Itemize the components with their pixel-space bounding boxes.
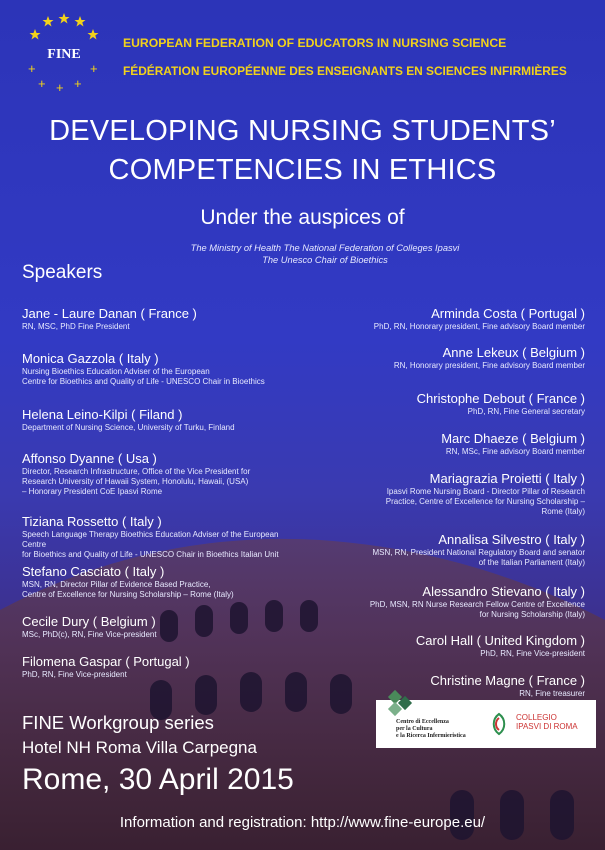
svg-text:+: + bbox=[56, 80, 64, 94]
fine-logo bbox=[18, 12, 110, 94]
speakers-heading: Speakers bbox=[22, 262, 103, 283]
speaker-desc: PhD, MSN, RN Nurse Research Fellow Centre of Excellence bbox=[369, 600, 585, 609]
svg-text:+: + bbox=[74, 76, 82, 91]
speaker-name: Tiziana Rossetto ( Italy ) bbox=[22, 514, 162, 529]
workgroup-series: FINE Workgroup series bbox=[22, 712, 214, 733]
speaker-desc: for Nursing Scholarship (Italy) bbox=[479, 610, 585, 619]
venue: Hotel NH Roma Villa Carpegna bbox=[22, 738, 257, 757]
speaker-desc: of the Italian Parliament (Italy) bbox=[478, 558, 585, 567]
speaker-desc: RN, MSc, Fine advisory Board member bbox=[445, 447, 585, 456]
speaker-desc: – Honorary President CoE Ipasvi Rome bbox=[22, 487, 163, 496]
speaker-desc: Centre of Excellence for Nursing Scholarship – Rome (Italy) bbox=[22, 590, 234, 599]
speaker-entry bbox=[325, 390, 585, 417]
speaker-desc: PhD, RN, Fine General secretary bbox=[467, 407, 585, 416]
speaker-desc: RN, MSC, PhD Fine President bbox=[22, 322, 130, 331]
speaker-desc: for Bioethics and Quality of Life - UNESCO Chair in Bioethics Italian Unit bbox=[22, 550, 279, 559]
speaker-desc: Rome (Italy) bbox=[541, 507, 585, 516]
speaker-desc: PhD, RN, Fine Vice-president bbox=[480, 649, 585, 658]
speaker-desc: RN, Fine treasurer bbox=[519, 689, 585, 698]
svg-text:FINE: FINE bbox=[47, 47, 81, 62]
speaker-desc: PhD, RN, Fine Vice-president bbox=[22, 670, 127, 679]
svg-text:+: + bbox=[90, 61, 98, 76]
speaker-desc: MSN, RN, Director Pillar of Evidence Based Practice, bbox=[22, 580, 211, 589]
speaker-entry bbox=[22, 406, 302, 433]
speaker-name: Carol Hall ( United Kingdom ) bbox=[415, 633, 585, 648]
speaker-entry bbox=[325, 672, 585, 699]
speaker-desc: MSN, RN, President National Regulatory Board and senator bbox=[372, 548, 585, 557]
speaker-name: Helena Leino-Kilpi ( Filand ) bbox=[22, 407, 183, 422]
svg-text:+: + bbox=[28, 61, 36, 76]
cer-logo-icon bbox=[382, 688, 422, 718]
speaker-entry bbox=[22, 513, 302, 560]
star-icon bbox=[30, 13, 99, 40]
speaker-desc: Speech Language Therapy Bioethics Education Adviser of the European Centre bbox=[22, 530, 279, 549]
speaker-desc: RN, Honorary president, Fine advisory Board member bbox=[393, 361, 585, 370]
speaker-entry bbox=[325, 344, 585, 371]
speaker-desc: Nursing Bioethics Education Adviser of the European bbox=[22, 367, 210, 376]
speaker-entry bbox=[325, 305, 585, 332]
speaker-name: Annalisa Silvestro ( Italy ) bbox=[438, 532, 585, 547]
speaker-entry bbox=[22, 653, 302, 680]
speaker-entry bbox=[22, 563, 302, 600]
speaker-name: Jane - Laure Danan ( France ) bbox=[22, 306, 197, 321]
speaker-desc: Ipasvi Rome Nursing Board - Director Pillar of Research bbox=[386, 487, 585, 496]
event-date: Rome, 30 April 2015 bbox=[22, 763, 294, 796]
title-line-2: COMPETENCIES IN ETHICS bbox=[108, 154, 497, 186]
speaker-entry bbox=[325, 470, 585, 517]
speaker-entry bbox=[325, 583, 585, 620]
speaker-name: Christophe Debout ( France ) bbox=[416, 391, 585, 406]
speaker-name: Cecile Dury ( Belgium ) bbox=[22, 614, 156, 629]
speaker-entry bbox=[325, 531, 585, 568]
speaker-name: Anne Lekeux ( Belgium ) bbox=[442, 345, 585, 360]
speaker-desc: MSc, PhD(c), RN, Fine Vice-president bbox=[22, 630, 157, 639]
speaker-entry bbox=[325, 632, 585, 659]
speaker-entry bbox=[22, 613, 302, 640]
speaker-name: Alessandro Stievano ( Italy ) bbox=[422, 584, 585, 599]
speaker-desc: Department of Nursing Science, University of Turku, Finland bbox=[22, 423, 235, 432]
collegio-logo-icon bbox=[486, 711, 512, 737]
partner-logos bbox=[376, 700, 596, 748]
speaker-name: Monica Gazzola ( Italy ) bbox=[22, 351, 159, 366]
speaker-name: Arminda Costa ( Portugal ) bbox=[431, 306, 585, 321]
speaker-entry bbox=[22, 305, 302, 332]
svg-text:+: + bbox=[38, 76, 46, 91]
auspices-heading: Under the auspices of bbox=[200, 206, 405, 229]
speaker-name: Mariagrazia Proietti ( Italy ) bbox=[429, 471, 585, 486]
speaker-desc: Practice, Centre of Excellence for Nursing Scholarship – bbox=[385, 497, 585, 506]
speaker-name: Filomena Gaspar ( Portugal ) bbox=[22, 654, 190, 669]
speaker-desc: Research University of Hawaii System, Honolulu, Hawaii, (USA) bbox=[22, 477, 249, 486]
title-line-1: DEVELOPING NURSING STUDENTS’ bbox=[49, 115, 556, 147]
auspices-line-1: The Ministry of Health The National Federation of Colleges Ipasvi bbox=[190, 243, 460, 253]
auspices-line-2: The Unesco Chair of Bioethics bbox=[262, 255, 388, 265]
registration-link[interactable]: Information and registration: http://www.fine-europe.eu/ bbox=[119, 814, 486, 831]
speaker-entry bbox=[22, 350, 302, 387]
speaker-entry bbox=[325, 430, 585, 457]
cer-name: Centro di Eccellenza per la Cultura e la Ricerca Infermieristica bbox=[396, 719, 466, 739]
speaker-entry bbox=[22, 450, 302, 497]
federation-name-fr: FÉDÉRATION EUROPÉENNE DES ENSEIGNANTS EN SCIENCES INFIRMIÈRES bbox=[123, 64, 567, 78]
speaker-desc: Director, Research Infrastructure, Office of the Vice President for bbox=[22, 467, 251, 476]
speaker-desc: Centre for Bioethics and Quality of Life - UNESCO Chair in Bioethics bbox=[22, 377, 265, 386]
speaker-name: Stefano Casciato ( Italy ) bbox=[22, 564, 165, 579]
speaker-name: Christine Magne ( France ) bbox=[430, 673, 585, 688]
collegio-name: COLLEGIO IPASVI DI ROMA bbox=[516, 713, 578, 731]
speaker-name: Affonso Dyanne ( Usa ) bbox=[22, 451, 157, 466]
speaker-name: Marc Dhaeze ( Belgium ) bbox=[441, 431, 585, 446]
federation-name-en: EUROPEAN FEDERATION OF EDUCATORS IN NURSING SCIENCE bbox=[123, 36, 507, 50]
speaker-desc: PhD, RN, Honorary president, Fine advisory Board member bbox=[373, 322, 585, 331]
